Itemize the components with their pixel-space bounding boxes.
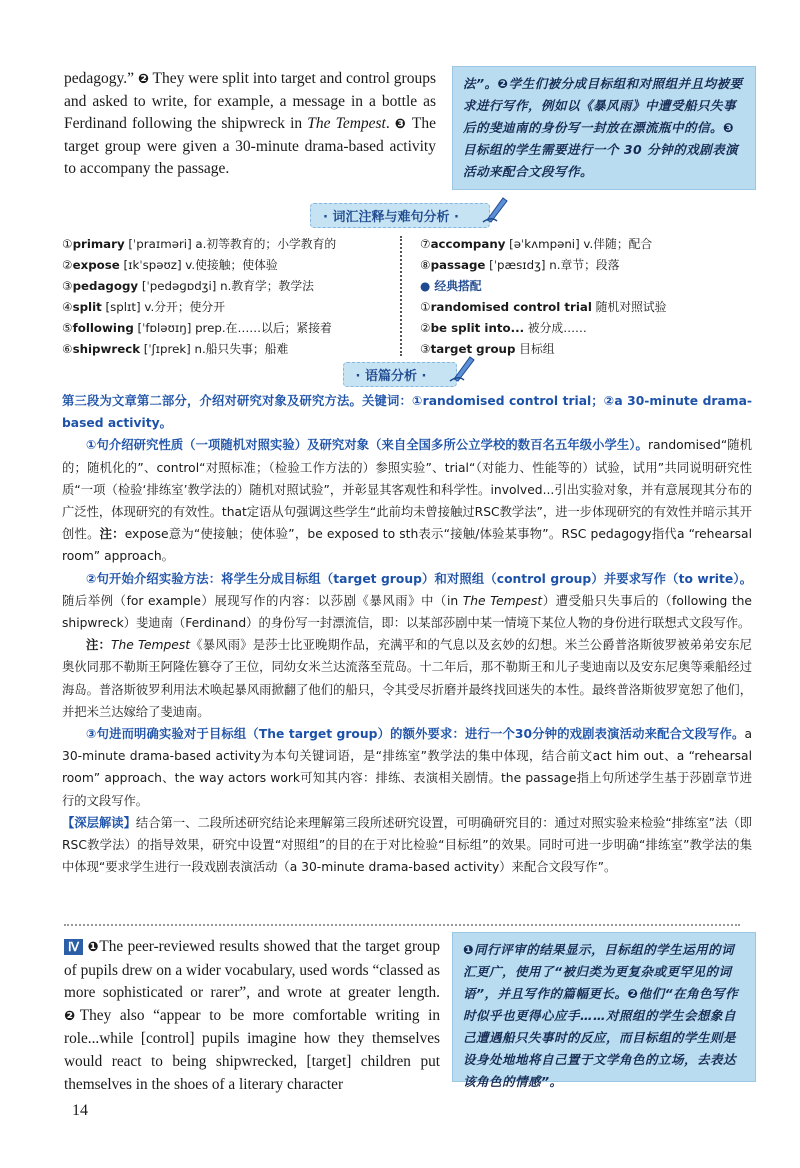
column-divider xyxy=(400,236,412,356)
sentence-2: They were split into target and control groups and asked to write, for example, a message in a bottle as Ferdinand following the shipwreck in xyxy=(64,70,437,132)
collocation-list xyxy=(420,297,750,360)
entry-definition: [ˈʃɪprek] n.船只失事；船难 xyxy=(140,342,289,356)
analysis-para-4 xyxy=(62,723,752,812)
english-paragraph-top xyxy=(64,68,436,180)
vocab-header-pill xyxy=(310,203,490,228)
vocab-entry xyxy=(62,276,392,297)
sentence-3: The target group were given a 30-minute drama-based activity to accompany the passage. xyxy=(64,115,436,177)
vocab-entry xyxy=(62,318,392,339)
entry-number: ⑧ xyxy=(420,258,431,272)
vocab-entry xyxy=(420,318,750,339)
entry-number: ④ xyxy=(62,300,73,314)
translation-box-bottom: ❶同行评审的结果显示，目标组的学生运用的词汇更广，使用了“被归类为更复杂或更罕见的词语”，并且写作的篇幅更长。❷他们“在角色写作时似乎也更得心应手……对照组的学生会想象自己遭遇船只失事时的反应，而目标组的学生则是设身处地地将自己置于文学角色的立场，去表达该角色的情感”。 xyxy=(452,932,756,1082)
vocab-header-label: · 词汇注释与难句分析 · xyxy=(323,210,459,225)
vocab-right-words xyxy=(420,234,750,276)
entry-definition: 被分成…… xyxy=(524,321,587,335)
entry-number: ③ xyxy=(62,279,73,293)
entry-word: randomised control trial xyxy=(430,300,592,314)
vocab-entry xyxy=(62,297,392,318)
english-paragraph-bottom xyxy=(64,936,440,1096)
entry-number: ② xyxy=(420,321,431,335)
analysis-header-pill xyxy=(343,362,458,387)
entry-word: accompany xyxy=(430,237,506,251)
analysis-para-4-head: ③句进而明确实验对于目标组（The target group）的额外要求：进行一个30分钟的戏剧表演活动来配合文段写作。 xyxy=(86,727,745,742)
collocation-header: ● 经典搭配 xyxy=(420,279,482,293)
sentence-end: . xyxy=(385,115,390,132)
entry-definition: [ˈpraɪməri] a.初等教育的；小学教育的 xyxy=(124,237,337,251)
vocab-entry xyxy=(420,297,750,318)
entry-number: ⑥ xyxy=(62,342,73,356)
analysis-para-1-note: expose意为“使接触；使体验”，be exposed to sth表示“接触/体验某事物”。RSC pedagogy指代a “rehearsal room” approach。 xyxy=(62,527,752,564)
analysis-para-5 xyxy=(62,812,752,879)
entry-word: shipwreck xyxy=(72,342,141,356)
entry-definition: 目标组 xyxy=(515,342,555,356)
page-number: 14 xyxy=(72,1102,88,1119)
entry-word: expose xyxy=(72,258,120,272)
analysis-para-2 xyxy=(62,568,752,635)
sentence-fragment: pedagogy.” xyxy=(64,70,135,87)
analysis-para-2-b: ）遭受船只失事后的（following the shipwreck）斐迪南（Ferdinand）的身份写一封漂流信，即：以某部莎剧中某一情境下某位人物的身份进行联想式文段写作。 xyxy=(62,593,752,631)
analysis-para-1 xyxy=(62,434,752,567)
analysis-para-1-head: ①句介绍研究性质（一项随机对照实验）及研究对象（来自全国多所公立学校的数百名五年级小学生）。 xyxy=(86,438,648,453)
pen-icon xyxy=(481,194,511,224)
sentence-number: ❸ xyxy=(394,117,408,132)
vocab-entry xyxy=(420,255,750,276)
vocab-column-left xyxy=(62,234,392,360)
note-label: 注： xyxy=(99,527,125,542)
note-label: 注： xyxy=(86,638,111,653)
entry-word: pedagogy xyxy=(72,279,139,293)
entry-word: following xyxy=(72,321,134,335)
analysis-para-5-body: 结合第一、二段所述研究结论来理解第三段所述研究设置，可明确研究目的：通过对照实验来检验“排练室”法（即RSC教学法）的指导效果，研究中设置“对照组”的目的在于对比检验“目标组”的效果。同时可进一步明确“排练室”教学法的集中体现“要求学生进行一段戏剧表演活动（a 30-minute drama-based activity）来配合文段写作”。 xyxy=(62,815,752,875)
sentence-1: The peer-reviewed results showed that the target group of pupils drew on a wider vocabulary, used words “classed as more sophisticated or rarer”, and wrote at greater length. xyxy=(64,938,440,1002)
analysis-section-header xyxy=(0,362,800,387)
paragraph-number-badge: Ⅳ xyxy=(64,939,83,955)
sentence-number: ❷ xyxy=(64,1008,80,1024)
entry-definition: [ɪkˈspəʊz] v.使接触；使体验 xyxy=(119,258,278,272)
book-title: The Tempest xyxy=(307,115,386,132)
analysis-para-3 xyxy=(62,634,752,723)
analysis-para-4-body: a 30-minute drama-based activity为本句关键词语，是“排练室”教学法的集中体现，结合前文act him out、a “rehearsal room” approach、the way actors work可知其内容：排练、表演相关剧情。the passage指上句所述学生基于莎剧章节进行的文段写作。 xyxy=(62,727,752,808)
analysis-para-2-a: 随后举例（for example）展现写作的内容：以莎剧《暴风雨》中（in xyxy=(62,593,463,608)
entry-definition: [ˈfɒləʊɪŋ] prep.在……以后；紧接着 xyxy=(133,321,332,335)
entry-number: ① xyxy=(62,237,73,251)
deep-reading-label: 【深层解读】 xyxy=(62,815,136,830)
entry-number: ⑤ xyxy=(62,321,73,335)
entry-definition: [splɪt] v.分开；使分开 xyxy=(101,300,226,314)
vocab-entry xyxy=(62,339,392,360)
analysis-intro: 第三段为文章第二部分，介绍对研究对象及研究方法。关键词：①randomised control trial；②a 30-minute drama-based activity。 xyxy=(62,394,752,431)
pen-icon xyxy=(448,353,478,383)
entry-word: be split into... xyxy=(430,321,525,335)
entry-word: split xyxy=(72,300,102,314)
entry-word: target group xyxy=(430,342,516,356)
entry-number: ⑦ xyxy=(420,237,431,251)
vocab-entry xyxy=(62,234,392,255)
entry-number: ③ xyxy=(420,342,431,356)
entry-definition: 随机对照试验 xyxy=(591,300,667,314)
entry-word: passage xyxy=(430,258,486,272)
analysis-para-1-body: randomised“随机的；随机化的”、control“对照标准；（检验工作方法的）参照实验”、trial“（对能力、性能等的）试验，试用”共同说明研究性质“一项（检验‘排练室’教学法的）随机对照试验”，并彰显其客观性和科学性。involved...引出实验对象，并有意展现其分布的广泛性，体现研究的有效性。that定语从句强调这些学生“此前均未曾接触过RSC教学法”，进一步体现研究的有效性并暗示其开创性。 xyxy=(62,438,752,542)
book-title: The Tempest xyxy=(462,593,543,608)
vocab-section-header xyxy=(0,203,800,228)
book-title: The Tempest xyxy=(110,638,191,653)
entry-number: ② xyxy=(62,258,73,272)
analysis-para-2-head: ②句开始介绍实验方法：将学生分成目标组（target group）和对照组（control group）并要求写作（to write）。 xyxy=(86,571,752,586)
entry-definition: [ˈpæsɪdʒ] n.章节；段落 xyxy=(485,258,620,272)
entry-definition: [ˈpedəɡɒdʒi] n.教育学；教学法 xyxy=(138,279,314,293)
discourse-analysis xyxy=(62,390,752,878)
sentence-number: ❶ xyxy=(87,940,100,955)
entry-word: primary xyxy=(72,237,125,251)
entry-definition: [əˈkʌmpəni] v.伴随；配合 xyxy=(505,237,653,251)
section-divider xyxy=(64,924,740,926)
sentence-2: They also “appear to be more comfortable writing in role...while [control] pupils imagine how they themselves would react to being shipwrecked, [target] children put themselves in the shoes of a literary character xyxy=(64,1006,440,1093)
analysis-para-3-body: 《暴风雨》是莎士比亚晚期作品，充满平和的气息以及玄妙的幻想。米兰公爵普洛斯彼罗被弟弟安东尼奥伙同那不勒斯王阿隆佐篡夺了王位，同幼女米兰达流落至荒岛。十二年后，那不勒斯王和儿子斐迪南以及安东尼奥等乘船经过海岛。普洛斯彼罗利用法术唤起暴风雨掀翻了他们的船只，令其受尽折磨并最终找回迷失的本性。最终普洛斯彼罗宽恕了他们，并把米兰达嫁给了斐迪南。 xyxy=(62,638,752,719)
translation-box-top: 法”。❷学生们被分成目标组和对照组并且均被要求进行写作，例如以《暴风雨》中遭受船只失事后的斐迪南的身份写一封放在漂流瓶中的信。❸目标组的学生需要进行一个 30 分钟的戏剧表演活动来配合文段写作。 xyxy=(452,66,756,190)
analysis-header-label: · 语篇分析 · xyxy=(355,369,427,384)
entry-number: ① xyxy=(420,300,431,314)
sentence-number: ❷ xyxy=(137,72,149,87)
vocab-entry xyxy=(62,255,392,276)
vocab-column-right xyxy=(420,234,750,360)
vocab-entry xyxy=(420,234,750,255)
